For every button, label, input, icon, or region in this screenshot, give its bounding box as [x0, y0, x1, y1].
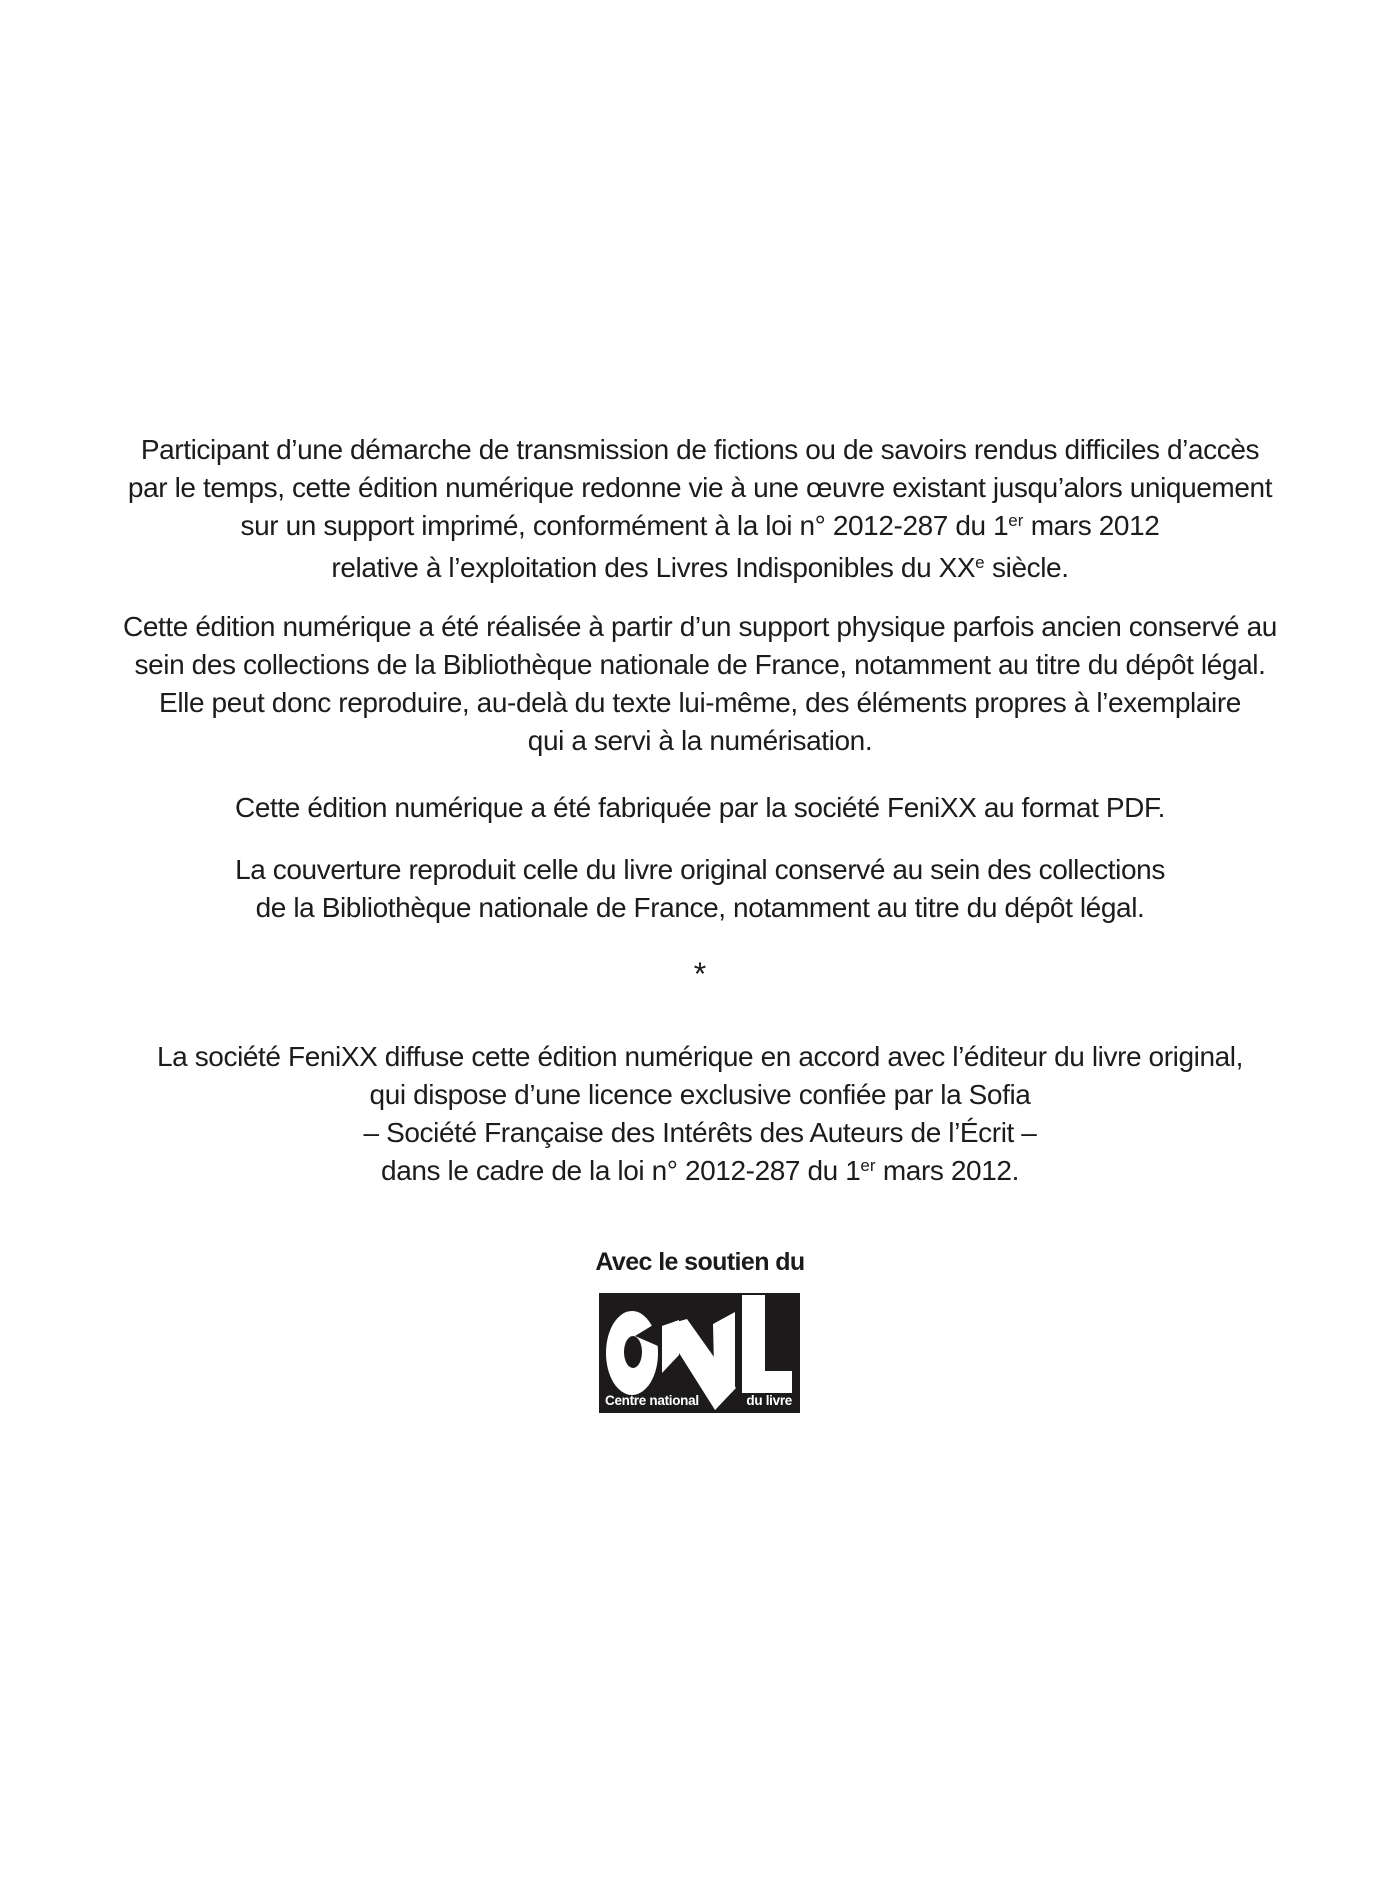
text-line: relative à l’exploitation des Livres Indisponibles du XXe siècle.	[331, 552, 1069, 583]
text-line: Cette édition numérique a été fabriquée par la société FeniXX au format PDF.	[235, 792, 1165, 823]
text-line: qui a servi à la numérisation.	[527, 725, 873, 756]
text-line: *	[693, 956, 707, 992]
paragraph-5	[0, 955, 1400, 993]
text-line: La couverture reproduit celle du livre original conservé au sein des collections	[235, 854, 1165, 885]
text-line: – Société Française des Intérêts des Auteurs de l’Écrit –	[363, 1117, 1037, 1148]
text-line: sein des collections de la Bibliothèque nationale de France, notamment au titre du dépôt légal.	[134, 649, 1266, 680]
text-line: sur un support imprimé, conformément à la loi n° 2012-287 du 1er mars 2012	[240, 510, 1160, 541]
text-line: Participant d’une démarche de transmission de fictions ou de savoirs rendus difficiles d’accès	[140, 434, 1260, 465]
text-line: par le temps, cette édition numérique redonne vie à une œuvre existant jusqu’alors uniquement	[127, 472, 1273, 503]
text-line: La société FeniXX diffuse cette édition numérique en accord avec l’éditeur du livre original,	[156, 1041, 1244, 1072]
paragraph-6	[0, 1038, 1400, 1194]
cnl-logo	[599, 1293, 800, 1413]
text-line: Elle peut donc reproduire, au-delà du texte lui-même, des éléments propres à l’exemplaire	[159, 687, 1241, 718]
paragraph-4	[0, 851, 1400, 927]
logo-caption-du-livre: du livre	[746, 1393, 792, 1408]
support-text: Avec le soutien du	[595, 1248, 805, 1276]
logo-caption-centre-national: Centre national	[605, 1393, 699, 1408]
paragraph-3	[0, 789, 1400, 827]
text-line: Cette édition numérique a été réalisée à partir d’un support physique parfois ancien conservé au	[123, 611, 1277, 642]
text-line: dans le cadre de la loi n° 2012-287 du 1er mars 2012.	[381, 1155, 1019, 1186]
text-line: qui dispose d’une licence exclusive confiée par la Sofia	[369, 1079, 1031, 1110]
paragraph-1	[0, 431, 1400, 591]
paragraph-2	[0, 608, 1400, 760]
text-line: de la Bibliothèque nationale de France, notamment au titre du dépôt légal.	[255, 892, 1145, 923]
letter-c-glyph	[606, 1311, 658, 1395]
